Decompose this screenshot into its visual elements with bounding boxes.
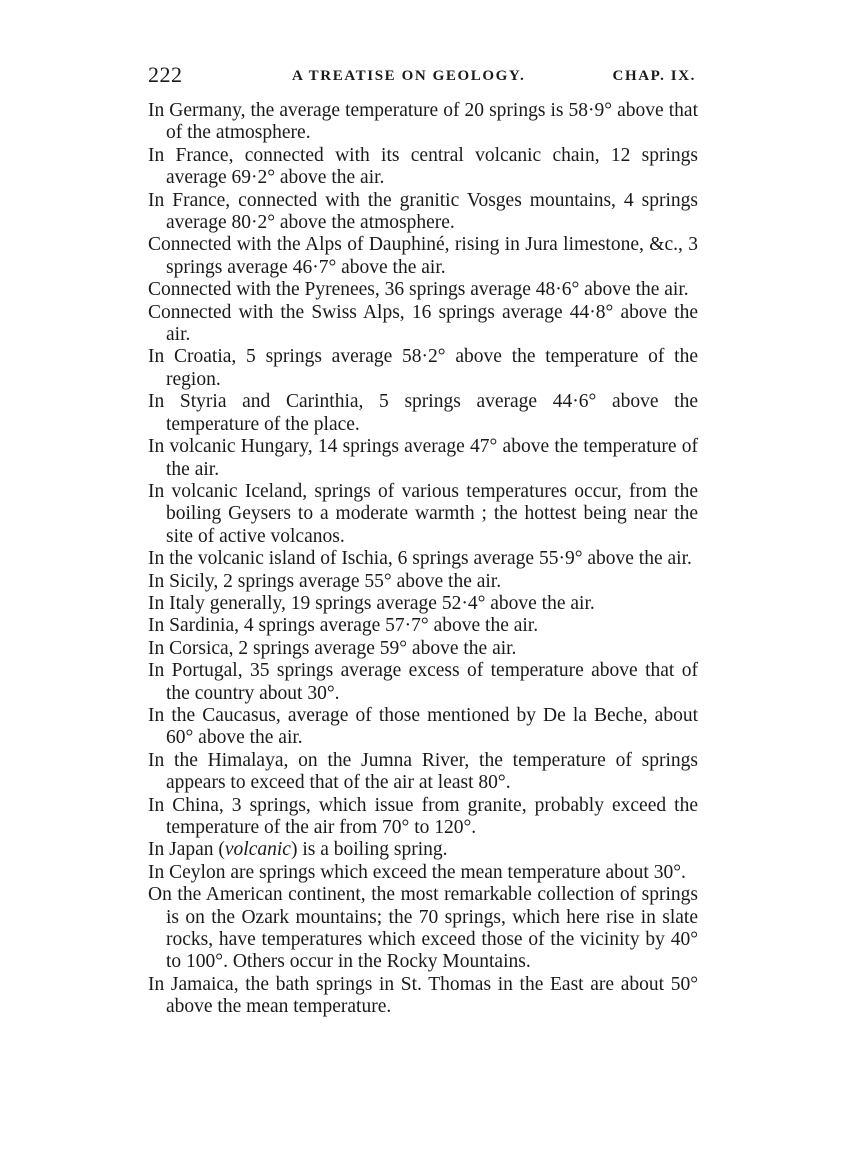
page-header (148, 62, 696, 92)
entry-dauphine: Connected with the Alps of Dauphiné, rising in Jura limestone, &c., 3 springs average 46·7° above the air. (148, 234, 698, 278)
entry-american-continent: On the American continent, the most remarkable collection of springs is on the Ozark mountains; the 70 springs, which here rise in slate rocks, have temperatures which exceed those of the vicinity by 40° to 100°. Others occur in the Rocky Mountains. (148, 884, 698, 973)
entry-styria: In Styria and Carinthia, 5 springs average 44·6° above the temperature of the place. (148, 391, 698, 435)
entry-ceylon: In Ceylon are springs which exceed the mean temperature about 30°. (148, 861, 686, 883)
entry-swiss-alps: Connected with the Swiss Alps, 16 springs average 44·8° above the air. (148, 301, 698, 346)
chapter-label: CHAP. IX. (612, 68, 696, 84)
entry-ischia: In the volcanic island of Ischia, 6 springs average 55·9° above the air. (148, 548, 692, 570)
entry-pyrenees: Connected with the Pyrenees, 36 springs average 48·6° above the air. (148, 279, 689, 301)
entry-japan-after: ) is a boiling spring. (290, 839, 448, 861)
entry-italy: In Italy generally, 19 springs average 52·4° above the air. (148, 592, 595, 614)
page-number: 222 (148, 62, 183, 87)
entry-sardinia: In Sardinia, 4 springs average 57·7° above the air. (148, 615, 539, 637)
entry-croatia: In Croatia, 5 springs average 58·2° above the temperature of the region. (148, 346, 698, 390)
entry-sicily: In Sicily, 2 springs average 55° above the air. (148, 570, 502, 592)
entry-japan (148, 839, 698, 861)
body-text (148, 100, 698, 1019)
entry-france-vosges: In France, connected with the granitic Vosges mountains, 4 springs average 80·2° above the atmosphere. (148, 189, 698, 234)
entry-germany: In Germany, the average temperature of 20 springs is 58·9° above that of the atmosphere. (148, 100, 698, 144)
entry-iceland: In volcanic Iceland, springs of various temperatures occur, from the boiling Geysers to a moderate warmth ; the hottest being near the site of active volcanos. (148, 480, 698, 547)
entry-caucasus: In the Caucasus, average of those mentioned by De la Beche, about 60° above the air. (148, 704, 698, 749)
entry-china: In China, 3 springs, which issue from granite, probably exceed the temperature of the air from 70° to 120°. (148, 794, 698, 838)
entry-japan-before: In Japan ( (148, 839, 225, 861)
entry-portugal: In Portugal, 35 springs average excess of temperature above that of the country about 30°. (148, 660, 698, 704)
entry-jamaica: In Jamaica, the bath springs in St. Thomas in the East are about 50° above the mean temperature. (148, 973, 698, 1018)
entry-corsica: In Corsica, 2 springs average 59° above the air. (148, 637, 517, 659)
entry-hungary: In volcanic Hungary, 14 springs average 47° above the temperature of the air. (148, 436, 698, 480)
entry-france-central: In France, connected with its central volcanic chain, 12 springs average 69·2° above the air. (148, 144, 698, 189)
running-title: A TREATISE ON GEOLOGY. (292, 68, 526, 84)
entry-japan-italic: volcanic (224, 839, 291, 861)
entry-himalaya: In the Himalaya, on the Jumna River, the temperature of springs appears to exceed that of the air at least 80°. (148, 749, 698, 794)
